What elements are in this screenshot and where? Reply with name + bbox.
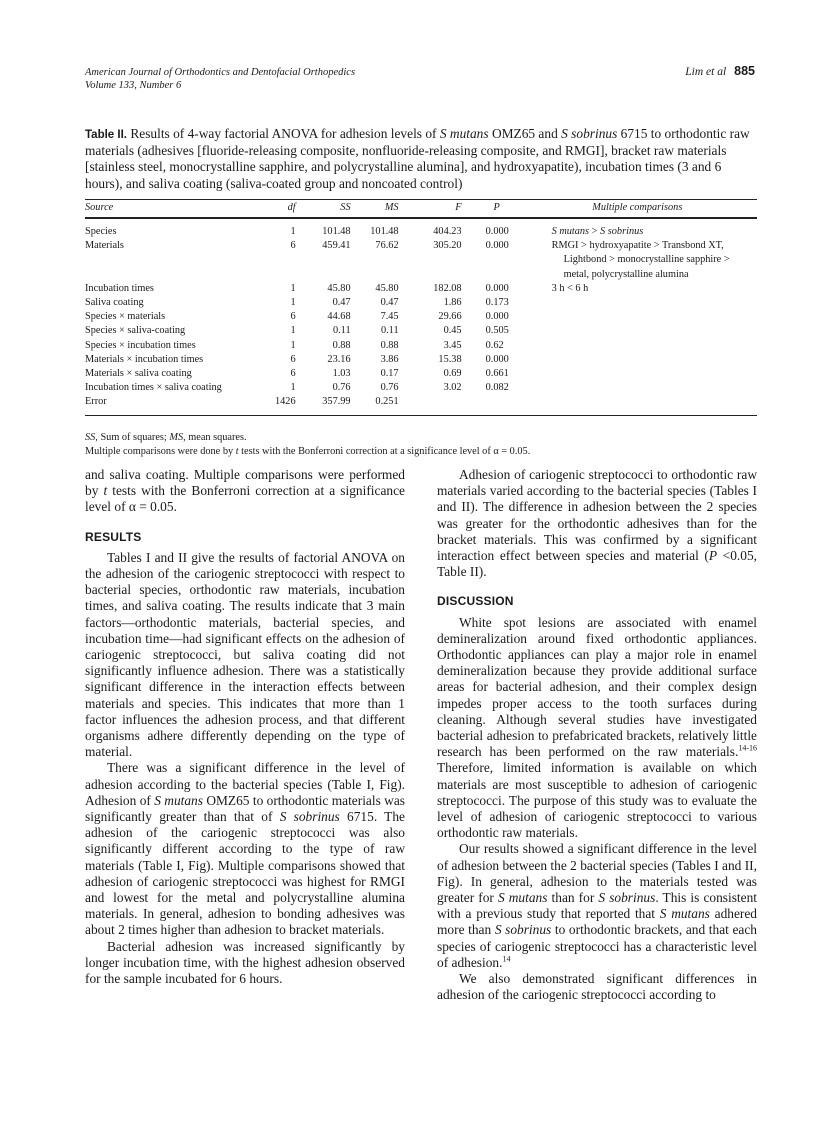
cell-df: 1 — [290, 382, 296, 394]
cell-source: Incubation times — [85, 282, 154, 294]
paragraph — [437, 971, 757, 1003]
cell-ms: 0.76 — [380, 382, 399, 394]
table-row — [85, 296, 757, 310]
paragraph — [437, 615, 757, 842]
table-caption — [85, 126, 757, 192]
text-segment: RMGI > hydroxyapatite > Transbond XT, — [551, 240, 724, 252]
cell-df: 1 — [290, 297, 296, 309]
table-footnotes — [85, 431, 530, 458]
table-caption-text — [85, 126, 750, 191]
text-segment: OMZ65 to orthodontic materials was significantly greater than that of — [85, 792, 405, 825]
cell-ss: 357.99 — [296, 395, 351, 415]
cell-df: 1 — [290, 226, 296, 237]
right-text-column — [437, 467, 757, 1004]
cell-p: 0.000 — [485, 311, 509, 323]
text-segment: 6715. The adhesion of the cariogenic streptococci was also significantly different according to the type of raw materials (Table I, Fig). Multiple comparisons showed that adhesion of cariogenic streptococci was highest for RMGI and lowest for the metal and polycrystalline alumina materials. In general, adhesion to bonding adhesives was about 2 times higher than adhesion to bracket materials. — [85, 809, 405, 938]
text-segment: than for — [547, 890, 599, 906]
table-row — [85, 367, 757, 381]
cell-ss: 45.80 — [327, 282, 351, 294]
cell-df: 6 — [290, 368, 296, 380]
table-header-row — [85, 200, 757, 219]
cell-source: Species — [85, 226, 117, 237]
cell-p: 0.000 — [485, 353, 509, 365]
paragraph — [437, 841, 757, 971]
comparison-line — [552, 253, 757, 267]
page-number: 885 — [734, 64, 755, 78]
cell-p — [462, 395, 518, 415]
cell-df: 6 — [290, 353, 296, 365]
cell-ms: 7.45 — [380, 311, 399, 323]
text-segment: 3 h < 6 h — [551, 282, 589, 294]
cell-ss: 0.11 — [332, 325, 351, 337]
text-segment: Bacterial adhesion was increased significantly by longer incubation time, with the highest adhesion observed for the sample incubated for 6 hours. — [85, 938, 405, 987]
cell-source: Species × incubation times — [85, 339, 196, 351]
text-segment: S sobrinus — [600, 226, 644, 237]
table-row — [85, 310, 757, 324]
cell-f: 3.45 — [443, 339, 462, 351]
cell-ss: 0.76 — [332, 382, 351, 394]
cell-multiple-comparisons — [518, 310, 757, 324]
text-segment: . This is consistent with a previous study that reported that — [437, 890, 757, 922]
text-segment: S mutans — [551, 226, 590, 237]
text-segment: > — [589, 226, 601, 237]
cell-f: 3.02 — [443, 382, 462, 394]
paragraph — [437, 467, 757, 580]
paragraph — [85, 760, 405, 938]
text-segment: S mutans — [659, 906, 710, 922]
header-right — [685, 64, 755, 78]
cell-f: 1.86 — [443, 297, 462, 309]
cell-f: 182.08 — [433, 282, 462, 294]
text-segment: Lightbond > monocrystalline sapphire > — [563, 254, 730, 266]
cell-f: 15.38 — [438, 353, 462, 365]
col-header-df: df — [275, 200, 296, 219]
col-header-p: P — [462, 200, 518, 219]
text-segment: , Sum of squares; — [95, 432, 170, 443]
text-segment: S sobrinus — [494, 922, 552, 938]
cell-ss: 101.48 — [322, 226, 351, 237]
col-header-multiple-comparisons: Multiple comparisons — [518, 200, 757, 219]
cell-source: Incubation times × saliva coating — [85, 382, 222, 394]
cell-df: 1 — [290, 339, 296, 351]
cell-p: 0.000 — [485, 282, 509, 294]
text-segment: tests with the Bonferroni correction at a significance level of α = 0.05. — [85, 483, 405, 515]
cell-ss: 459.41 — [322, 240, 351, 252]
cell-multiple-comparisons — [518, 324, 757, 338]
section-heading: RESULTS — [85, 529, 142, 544]
cell-multiple-comparisons — [518, 353, 757, 367]
text-segment: SS — [85, 432, 96, 443]
col-header-ss: SS — [296, 200, 351, 219]
text-segment: t — [235, 445, 239, 457]
cell-ss: 23.16 — [327, 353, 351, 365]
text-segment: There was a significant difference in the level of adhesion according to the bacterial species (Table I, Fig). Adhesion of — [85, 760, 405, 808]
cell-f: 29.66 — [438, 311, 462, 323]
table-row — [85, 381, 757, 395]
cell-source: Error — [85, 395, 275, 415]
cell-multiple-comparisons — [518, 296, 757, 310]
text-segment: S mutans — [154, 792, 203, 808]
text-segment: and saliva coating. Multiple comparisons were performed by — [85, 467, 405, 499]
text-segment: S mutans — [439, 126, 489, 141]
paragraph — [85, 467, 405, 516]
cell-ms: 3.86 — [380, 353, 399, 365]
cell-source: Materials — [85, 240, 124, 252]
cell-multiple-comparisons — [518, 282, 757, 296]
text-segment: We also demonstrated significant differences in adhesion of the cariogenic streptococci according to — [437, 971, 757, 1003]
paragraph — [85, 550, 405, 761]
table-row — [85, 324, 757, 338]
cell-multiple-comparisons — [518, 395, 757, 415]
cell-df: 1426 — [275, 395, 296, 415]
left-text-column — [85, 467, 405, 987]
cell-source: Materials × incubation times — [85, 353, 204, 365]
citation-superscript: 14-16 — [738, 743, 757, 753]
cell-ms: 0.88 — [380, 339, 399, 351]
cell-f: 305.20 — [433, 240, 462, 252]
comparison-line — [552, 225, 757, 239]
cell-ms: 45.80 — [375, 282, 399, 294]
cell-ss: 0.47 — [332, 297, 351, 309]
cell-multiple-comparisons — [518, 367, 757, 381]
text-segment: S mutans — [497, 890, 548, 906]
col-header-ms: MS — [351, 200, 399, 219]
running-header — [85, 66, 355, 92]
cell-source: Materials × saliva coating — [85, 368, 192, 380]
cell-ms: 0.251 — [351, 395, 399, 415]
cell-p: 0.505 — [485, 325, 509, 337]
text-segment: tests with the Bonferroni correction at a significance level of α = 0.05. — [238, 445, 531, 457]
cell-ss: 1.03 — [332, 368, 351, 380]
paragraph — [85, 939, 405, 988]
col-header-f: F — [399, 200, 462, 219]
table-label: Table II. — [85, 129, 127, 141]
table-row — [85, 353, 757, 367]
text-segment: t — [103, 483, 108, 499]
anova-table — [85, 199, 757, 416]
text-segment: Tables I and II give the results of factorial ANOVA on the adhesion of the cariogenic streptococci with respect to bacterial species, orthodontic raw materials, incubation times, and saliva coating. The results indicate that 3 main factors—orthodontic materials, bacterial species, and incubation time—had significant effects on the adhesion of cariogenic streptococci, but saliva coating did not significantly influence adhesion. There was a statistically significant difference in the interaction effects between materials and species. This indicates that more than 1 factor influences the adhesion process, and that different organisms adhere differently depending on the type of material. — [85, 549, 405, 760]
footnote — [85, 431, 530, 445]
author-running-head: Lim et al — [685, 66, 727, 78]
table-row — [85, 395, 757, 415]
cell-source: Saliva coating — [85, 297, 144, 309]
text-segment: OMZ65 and — [488, 126, 562, 141]
cell-f: 404.23 — [433, 226, 462, 237]
table-row — [85, 239, 757, 282]
cell-ms: 0.47 — [380, 297, 399, 309]
cell-df: 1 — [290, 282, 296, 294]
text-segment: metal, polycrystalline alumina — [563, 268, 689, 280]
cell-p: 0.082 — [485, 382, 509, 394]
text-segment: P — [708, 548, 718, 564]
cell-df: 6 — [290, 240, 296, 252]
cell-p: 0.173 — [485, 297, 509, 309]
cell-ms: 101.48 — [370, 226, 399, 237]
cell-f: 0.69 — [443, 368, 462, 380]
text-segment: <0.05, Table II). — [437, 548, 757, 580]
comparison-line — [552, 282, 757, 296]
table-row — [85, 339, 757, 353]
text-segment: Therefore, limited information is available on which materials are most susceptible to adhesion of cariogenic streptococci. The purpose of this study was to evaluate the level of adhesion of cariogenic streptococci to various orthodontic raw materials. — [437, 760, 757, 841]
text-segment: to orthodontic brackets, and that each species of cariogenic streptococci has a characteristic level of adhesion. — [437, 922, 758, 970]
cell-f — [399, 395, 462, 415]
comparison-line — [552, 239, 757, 253]
text-segment: Multiple comparisons were done by — [85, 445, 236, 457]
cell-ms: 0.17 — [380, 368, 399, 380]
text-segment: MS — [169, 432, 184, 443]
text-segment: S sobrinus — [279, 809, 340, 825]
section-heading: DISCUSSION — [437, 594, 514, 609]
cell-f: 0.45 — [443, 325, 462, 337]
cell-p: 0.661 — [485, 368, 509, 380]
cell-ms: 76.62 — [375, 240, 399, 252]
cell-source: Species × materials — [85, 311, 166, 323]
table-row — [85, 218, 757, 239]
cell-source: Species × saliva-coating — [85, 325, 186, 337]
cell-multiple-comparisons — [518, 239, 757, 282]
text-segment: Results of 4-way factorial ANOVA for adhesion levels of — [126, 126, 440, 141]
cell-p: 0.000 — [485, 240, 509, 252]
journal-name: American Journal of Orthodontics and Dentofacial Orthopedics — [85, 67, 356, 78]
cell-multiple-comparisons — [518, 218, 757, 239]
cell-multiple-comparisons — [518, 381, 757, 395]
journal-volume: Volume 133, Number 6 — [85, 80, 182, 91]
cell-p: 0.62 — [485, 339, 504, 351]
cell-df: 1 — [290, 325, 296, 337]
citation-superscript: 14 — [502, 954, 511, 964]
text-segment: White spot lesions are associated with enamel demineralization around fixed orthodontic appliances. Orthodontic appliances can play a major role in enamel demineralization because they provide additional surface areas for bacterial adhesion, and their complex design impedes proper access to the tooth surfaces during cleaning. Although several studies have investigated bacterial adhesion to prefabricated brackets, relatively little research has been performed on the raw materials. — [437, 614, 757, 760]
cell-ss: 0.88 — [332, 339, 351, 351]
text-segment: S sobrinus — [598, 890, 656, 906]
cell-df: 6 — [290, 311, 296, 323]
text-segment: Our results showed a significant difference in the level of adhesion between the 2 bacterial species (Tables I and II, Fig). In general, adhesion to the materials tested was greater for — [437, 841, 757, 906]
cell-ss: 44.68 — [327, 311, 351, 323]
text-segment: adhered more than — [437, 906, 757, 938]
text-segment: S sobrinus — [561, 126, 618, 141]
cell-ms: 0.11 — [380, 325, 399, 337]
text-segment: Adhesion of cariogenic streptococci to orthodontic raw materials varied according to the bacterial species (Tables I and II). The difference in adhesion between the 2 species was greater for the orthodontic adhesives than for the bracket materials. This was confirmed by a significant interaction effect between species and material ( — [437, 467, 757, 564]
text-segment: 6715 to orthodontic raw materials (adhesives [fluoride-releasing composite, nonfluoride-releasing composite, and RMGI], bracket raw materials [stainless steel, monocrystalline sapphire, and polycrystalline alumina], and hydroxyapatite), incubation times (3 and 6 hours), and saliva coating (saliva-coated group and noncoated control) — [85, 126, 750, 191]
text-segment: , mean squares. — [183, 432, 247, 443]
footnote — [85, 445, 530, 459]
comparison-line — [552, 268, 757, 282]
cell-p: 0.000 — [485, 226, 509, 237]
cell-multiple-comparisons — [518, 339, 757, 353]
table-row — [85, 282, 757, 296]
col-header-source: Source — [85, 200, 275, 219]
